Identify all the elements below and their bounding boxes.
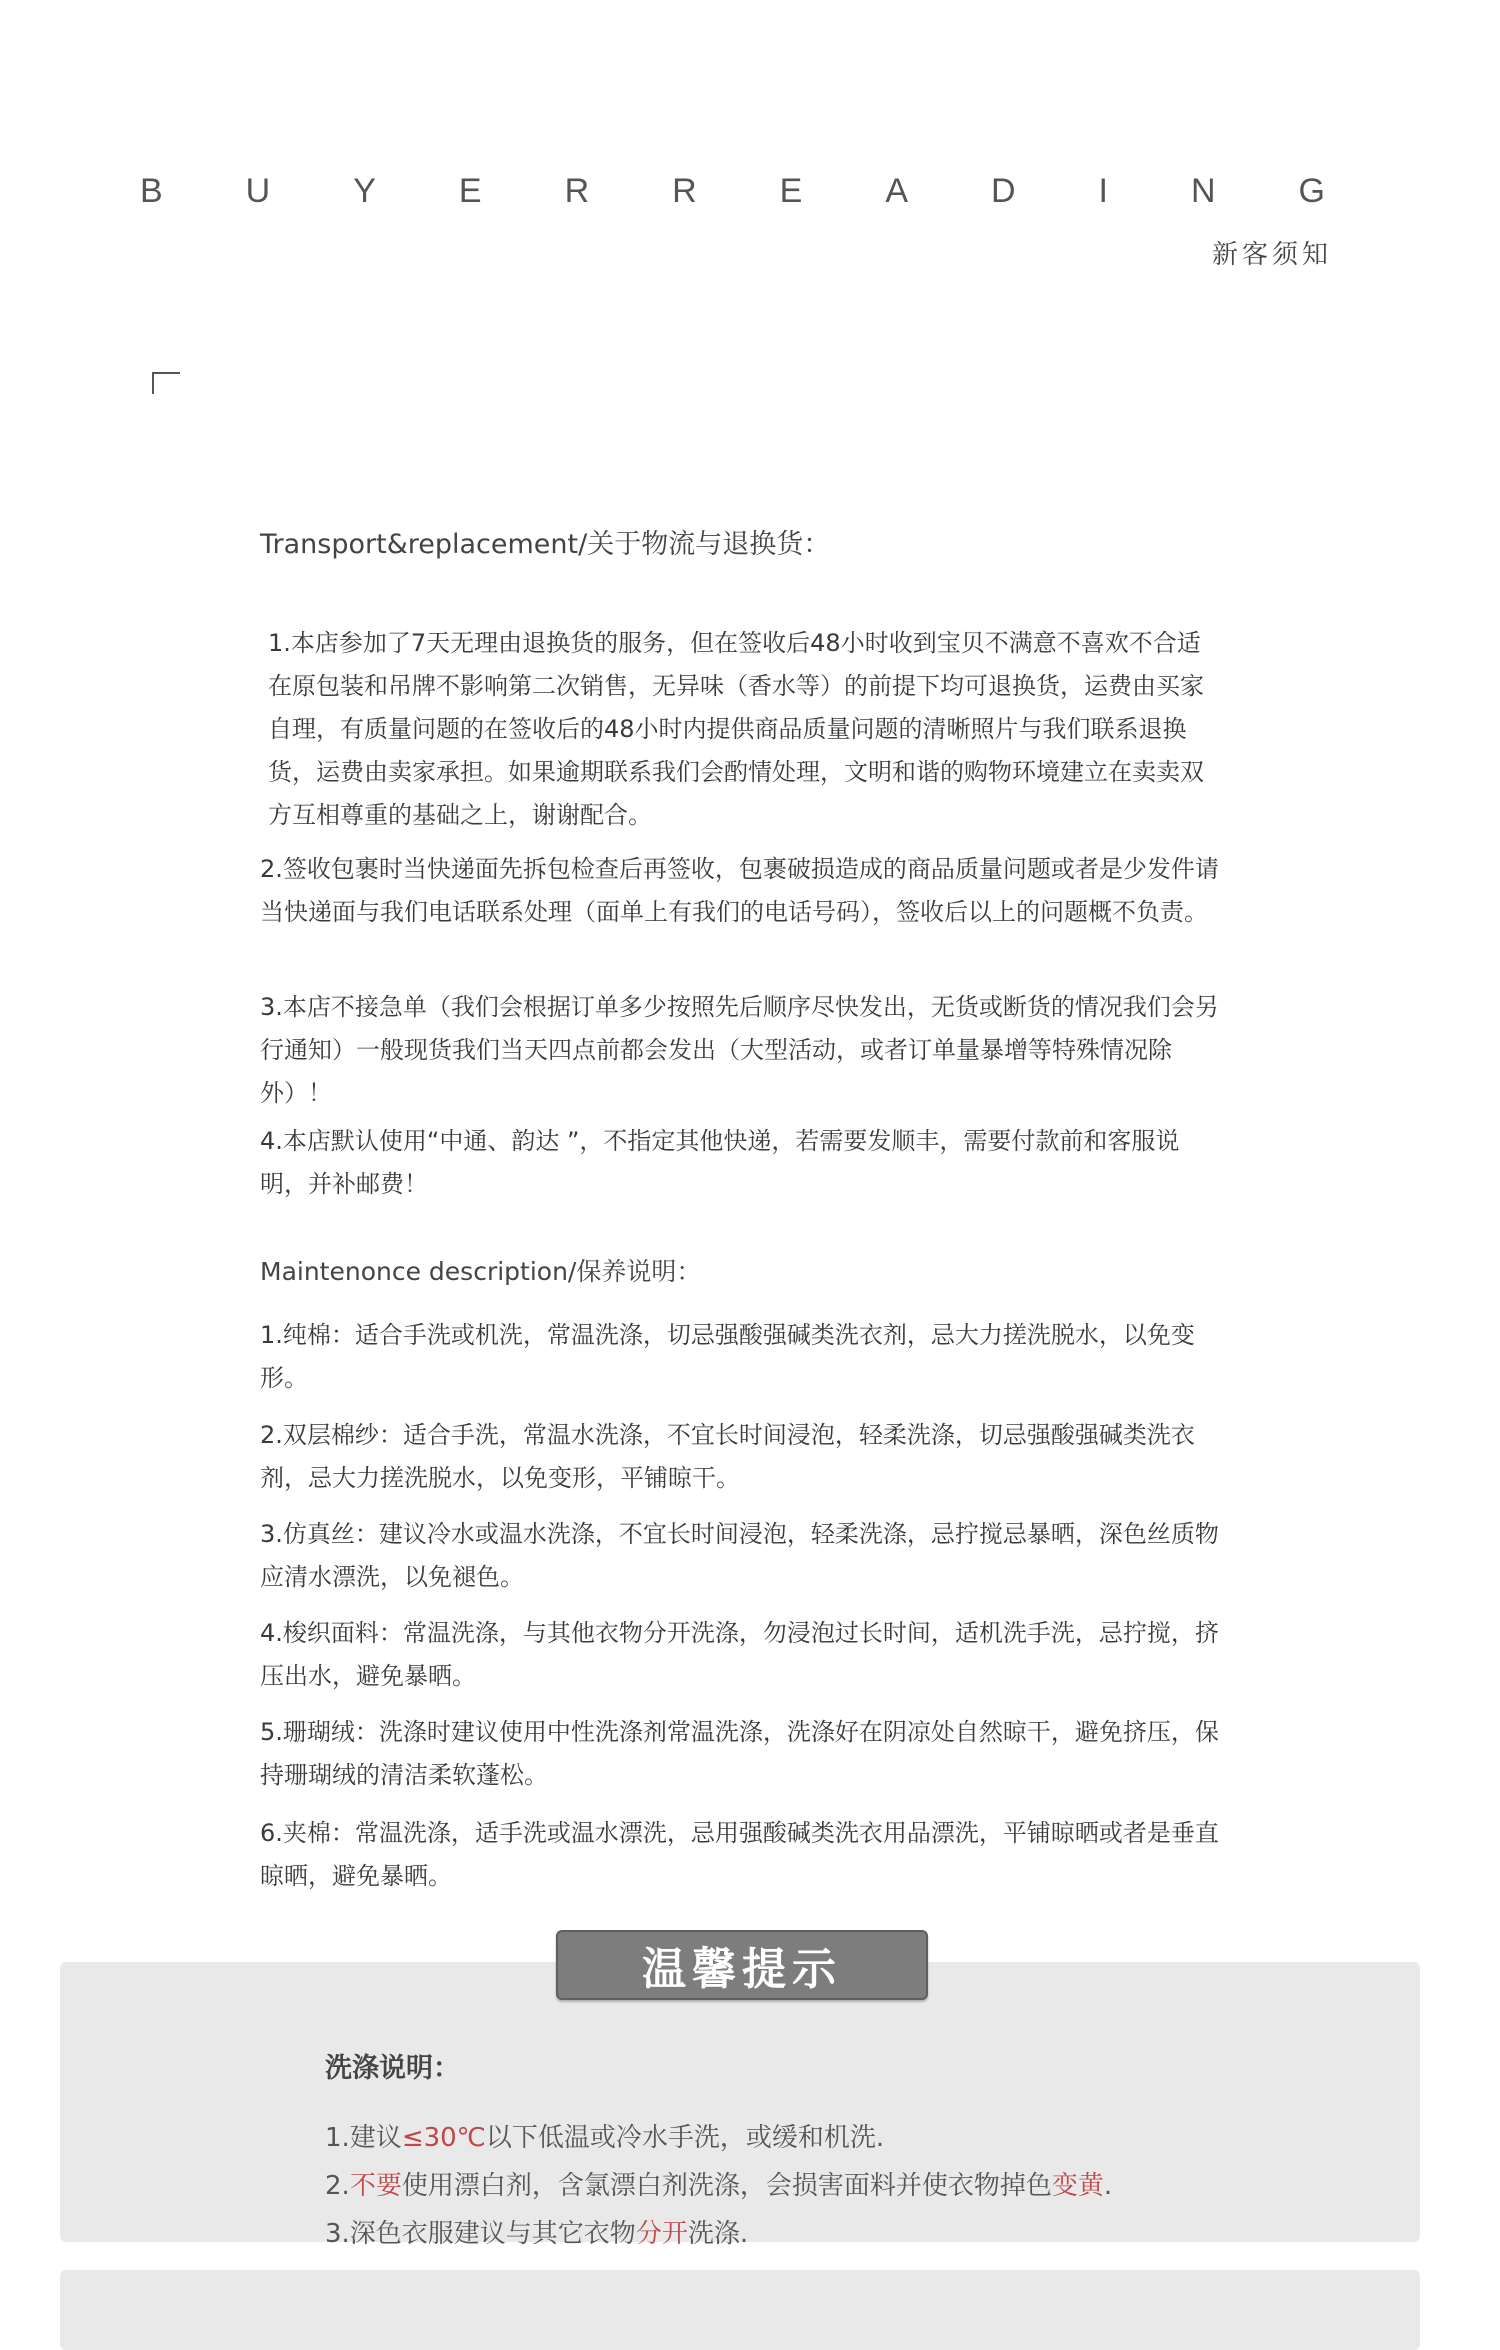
brand-letter: A bbox=[885, 172, 909, 210]
wash-line-text: 洗涤. bbox=[687, 2219, 749, 2249]
brand-letter: R bbox=[672, 172, 697, 210]
wash-line-highlight: 不要 bbox=[349, 2171, 402, 2201]
wash-line-text: . bbox=[1103, 2171, 1113, 2201]
brand-letter: B bbox=[140, 172, 163, 210]
brand-letter: Y bbox=[353, 172, 376, 210]
maintenance-item-4: 4.梭织面料：常温洗涤，与其他衣物分开洗涤，勿浸泡过长时间，适机洗手洗，忌拧搅，挤压出水，避免暴晒。 bbox=[260, 1619, 1219, 1690]
wash-heading: 洗涤说明： bbox=[325, 2053, 460, 2084]
wash-line-text: 使用漂白剂，含氯漂白剂洗涤，会损害面料并使衣物掉色 bbox=[401, 2171, 1052, 2201]
bottom-panel bbox=[60, 2270, 1420, 2350]
brand-letter: I bbox=[1098, 172, 1108, 210]
brand-letter: R bbox=[564, 172, 590, 210]
wash-line-highlight: 分开 bbox=[635, 2219, 688, 2249]
wash-line-3 bbox=[325, 2213, 748, 2250]
wash-line-2 bbox=[325, 2165, 1112, 2202]
brand-letter: U bbox=[245, 172, 271, 210]
maintenance-title: Maintenonce description/保养说明： bbox=[260, 1257, 702, 1286]
brand-letter: G bbox=[1298, 172, 1325, 210]
brand-title bbox=[140, 172, 1325, 211]
brand-letter: E bbox=[458, 172, 482, 210]
transport-title: Transport&replacement/关于物流与退换货： bbox=[260, 529, 831, 560]
maintenance-item-3: 3.仿真丝：建议冷水或温水洗涤，不宜长时间浸泡，轻柔洗涤，忌拧搅忌暴晒，深色丝质物应清水漂洗，以免褪色。 bbox=[260, 1520, 1219, 1591]
corner-bracket-icon bbox=[152, 372, 180, 394]
wash-line-text: 以下低温或冷水手洗，或缓和机洗. bbox=[485, 2123, 885, 2153]
wash-line-highlight: 变黄 bbox=[1051, 2171, 1104, 2201]
transport-item-2: 2.签收包裹时当快递面先拆包检查后再签收，包裹破损造成的商品质量问题或者是少发件请当快递面与我们电话联系处理（面单上有我们的电话号码），签收后以上的问题概不负责。 bbox=[260, 855, 1219, 926]
maintenance-item-2: 2.双层棉纱：适合手洗，常温水洗涤，不宜长时间浸泡，轻柔洗涤，切忌强酸强碱类洗衣剂，忌大力搓洗脱水，以免变形，平铺晾干。 bbox=[260, 1421, 1195, 1492]
tips-banner: 温馨提示 bbox=[556, 1930, 928, 2000]
transport-item-1: 1.本店参加了7天无理由退换货的服务，但在签收后48小时收到宝贝不满意不喜欢不合适在原包装和吊牌不影响第二次销售，无异味（香水等）的前提下均可退换货，运费由买家自理，有质量问题的在签收后的48小时内提供商品质量问题的清晰照片与我们联系退换货，运费由卖家承担。如果逾期联系我们会酌情处理，文明和谐的购物环境建立在卖卖双方互相尊重的基础之上，谢谢配合。 bbox=[268, 629, 1204, 829]
page-subtitle: 新客须知 bbox=[1211, 240, 1332, 270]
maintenance-item-5: 5.珊瑚绒：洗涤时建议使用中性洗涤剂常温洗涤，洗涤好在阴凉处自然晾干，避免挤压，保持珊瑚绒的清洁柔软蓬松。 bbox=[260, 1718, 1219, 1789]
brand-letter: E bbox=[779, 172, 803, 210]
maintenance-item-1: 1.纯棉：适合手洗或机洗，常温洗涤，切忌强酸强碱类洗衣剂，忌大力搓洗脱水，以免变形。 bbox=[260, 1321, 1195, 1392]
transport-item-4: 4.本店默认使用“中通、韵达 ”，不指定其他快递，若需要发顺丰，需要付款前和客服说明，并补邮费！ bbox=[260, 1127, 1180, 1198]
maintenance-item-6: 6.夹棉：常温洗涤，适手洗或温水漂洗，忌用强酸碱类洗衣用品漂洗，平铺晾晒或者是垂直晾晒，避免暴晒。 bbox=[260, 1819, 1219, 1890]
wash-line-highlight: ≤30℃ bbox=[401, 2123, 486, 2153]
brand-letter: N bbox=[1190, 172, 1216, 210]
wash-line-text: 2. bbox=[325, 2171, 350, 2201]
transport-item-3: 3.本店不接急单（我们会根据订单多少按照先后顺序尽快发出，无货或断货的情况我们会另行通知）一般现货我们当天四点前都会发出（大型活动，或者订单量暴增等特殊情况除外）！ bbox=[260, 993, 1219, 1107]
wash-line-text: 3.深色衣服建议与其它衣物 bbox=[325, 2219, 636, 2249]
wash-line-1 bbox=[325, 2117, 884, 2154]
wash-line-text: 1.建议 bbox=[325, 2123, 402, 2153]
brand-letter: D bbox=[991, 172, 1016, 210]
